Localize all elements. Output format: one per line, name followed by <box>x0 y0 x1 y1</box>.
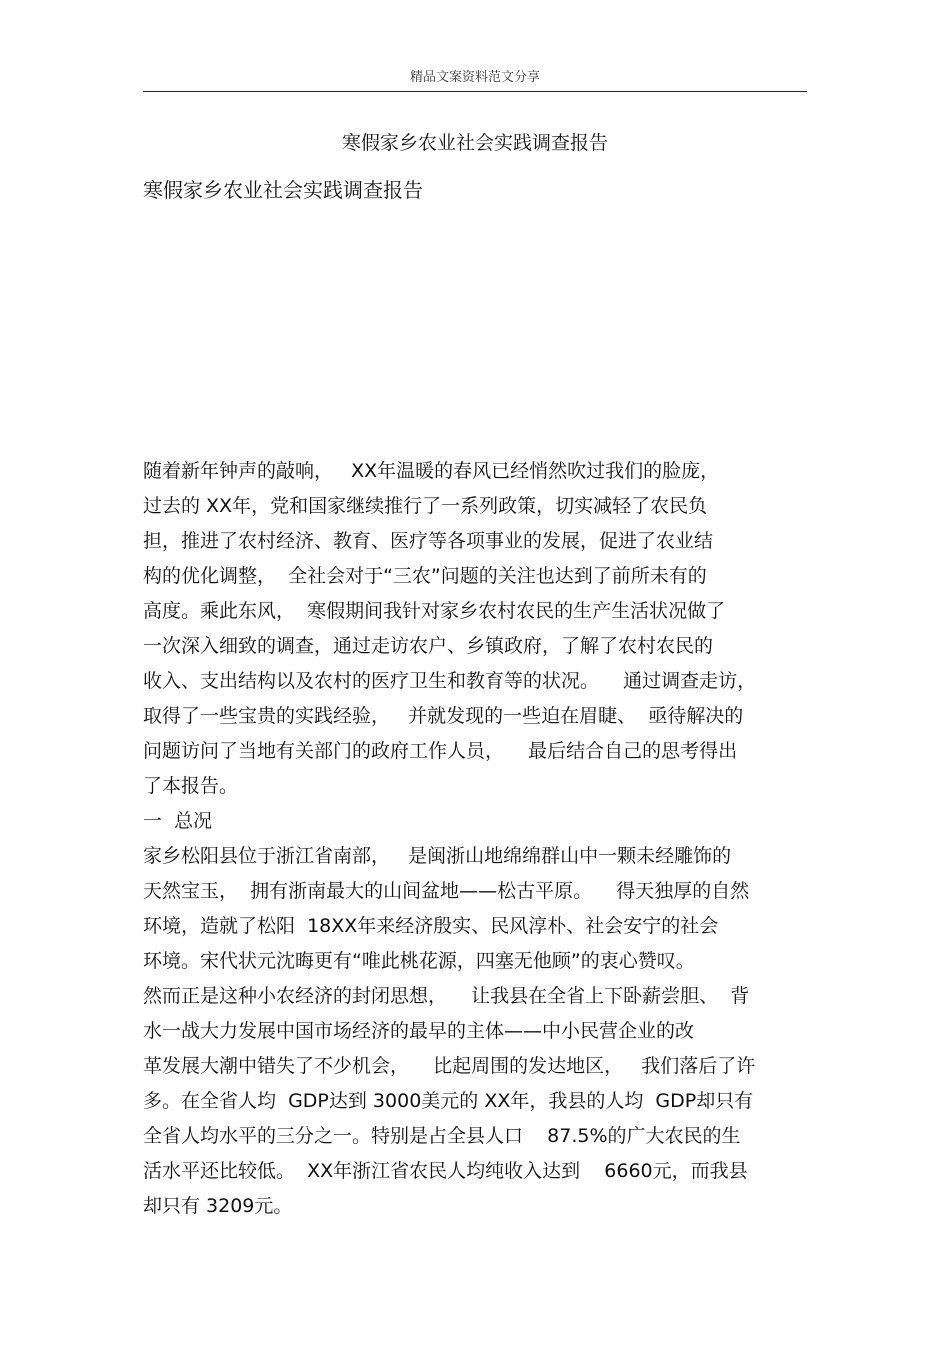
body-line: 过去的 XX年，党和国家继续推行了一系列政策，切实减轻了农民负 <box>143 495 708 517</box>
body-line: 环境。宋代状元沈晦更有“唯此桃花源，四塞无他顾”的衷心赞叹。 <box>143 950 695 972</box>
body-line: 却只有 3209元。 <box>143 1195 293 1217</box>
body-line: 活水平还比较低。 XX年浙江省农民人均纯收入达到 6660元，而我县 <box>143 1160 748 1182</box>
body-line: 一次深入细致的调查，通过走访农户、乡镇政府，了解了农村农民的 <box>143 635 714 657</box>
body-line: 环境，造就了松阳 18XX年来经济殷实、民风淳朴、社会安宁的社会 <box>143 915 719 937</box>
body-line: 多。在全省人均 GDP达到 3000美元的 XX年，我县的人均 GDP却只有 <box>143 1090 754 1112</box>
body-line: 了本报告。 <box>143 775 239 797</box>
document-title: 寒假家乡农业社会实践调查报告 <box>341 132 608 154</box>
document-subtitle: 寒假家乡农业社会实践调查报告 <box>143 178 423 202</box>
body-line: 问题访问了当地有关部门的政府工作人员， 最后结合自己的思考得出 <box>143 740 738 762</box>
page-header-text: 精品文案资料范文分享 <box>409 70 540 85</box>
body-line: 高度。乘此东风， 寒假期间我针对家乡农村农民的生产生活状况做了 <box>143 600 726 622</box>
body-line: 家乡松阳县位于浙江省南部， 是闽浙山地绵绵群山中一颗未经雕饰的 <box>143 845 732 867</box>
section-heading: 一 总况 <box>143 810 213 832</box>
header-divider <box>143 91 807 92</box>
document-body <box>143 454 823 1224</box>
body-line: 收入、支出结构以及农村的医疗卫生和教育等的状况。 通过调查走访， <box>143 670 757 692</box>
body-line: 革发展大潮中错失了不少机会， 比起周围的发达地区， 我们落后了许 <box>143 1055 756 1077</box>
body-line: 全省人均水平的三分之一。特别是占全县人口 87.5%的广大农民的生 <box>143 1125 741 1147</box>
body-line: 取得了一些宝贵的实践经验， 并就发现的一些迫在眉睫、 亟待解决的 <box>143 705 744 727</box>
body-line: 水一战大力发展中国市场经济的最早的主体——中小民营企业的改 <box>143 1020 695 1042</box>
body-line: 随着新年钟声的敲响， XX年温暖的春风已经悄然吹过我们的脸庞， <box>143 460 720 482</box>
body-line: 担，推进了农村经济、教育、医疗等各项事业的发展，促进了农业结 <box>143 530 714 552</box>
body-line: 天然宝玉， 拥有浙南最大的山间盆地——松古平原。 得天独厚的自然 <box>143 880 750 902</box>
body-line: 构的优化调整， 全社会对于“三农”问题的关注也达到了前所未有的 <box>143 565 707 587</box>
body-line: 然而正是这种小农经济的封闭思想， 让我县在全省上下卧薪尝胆、 背 <box>143 985 750 1007</box>
